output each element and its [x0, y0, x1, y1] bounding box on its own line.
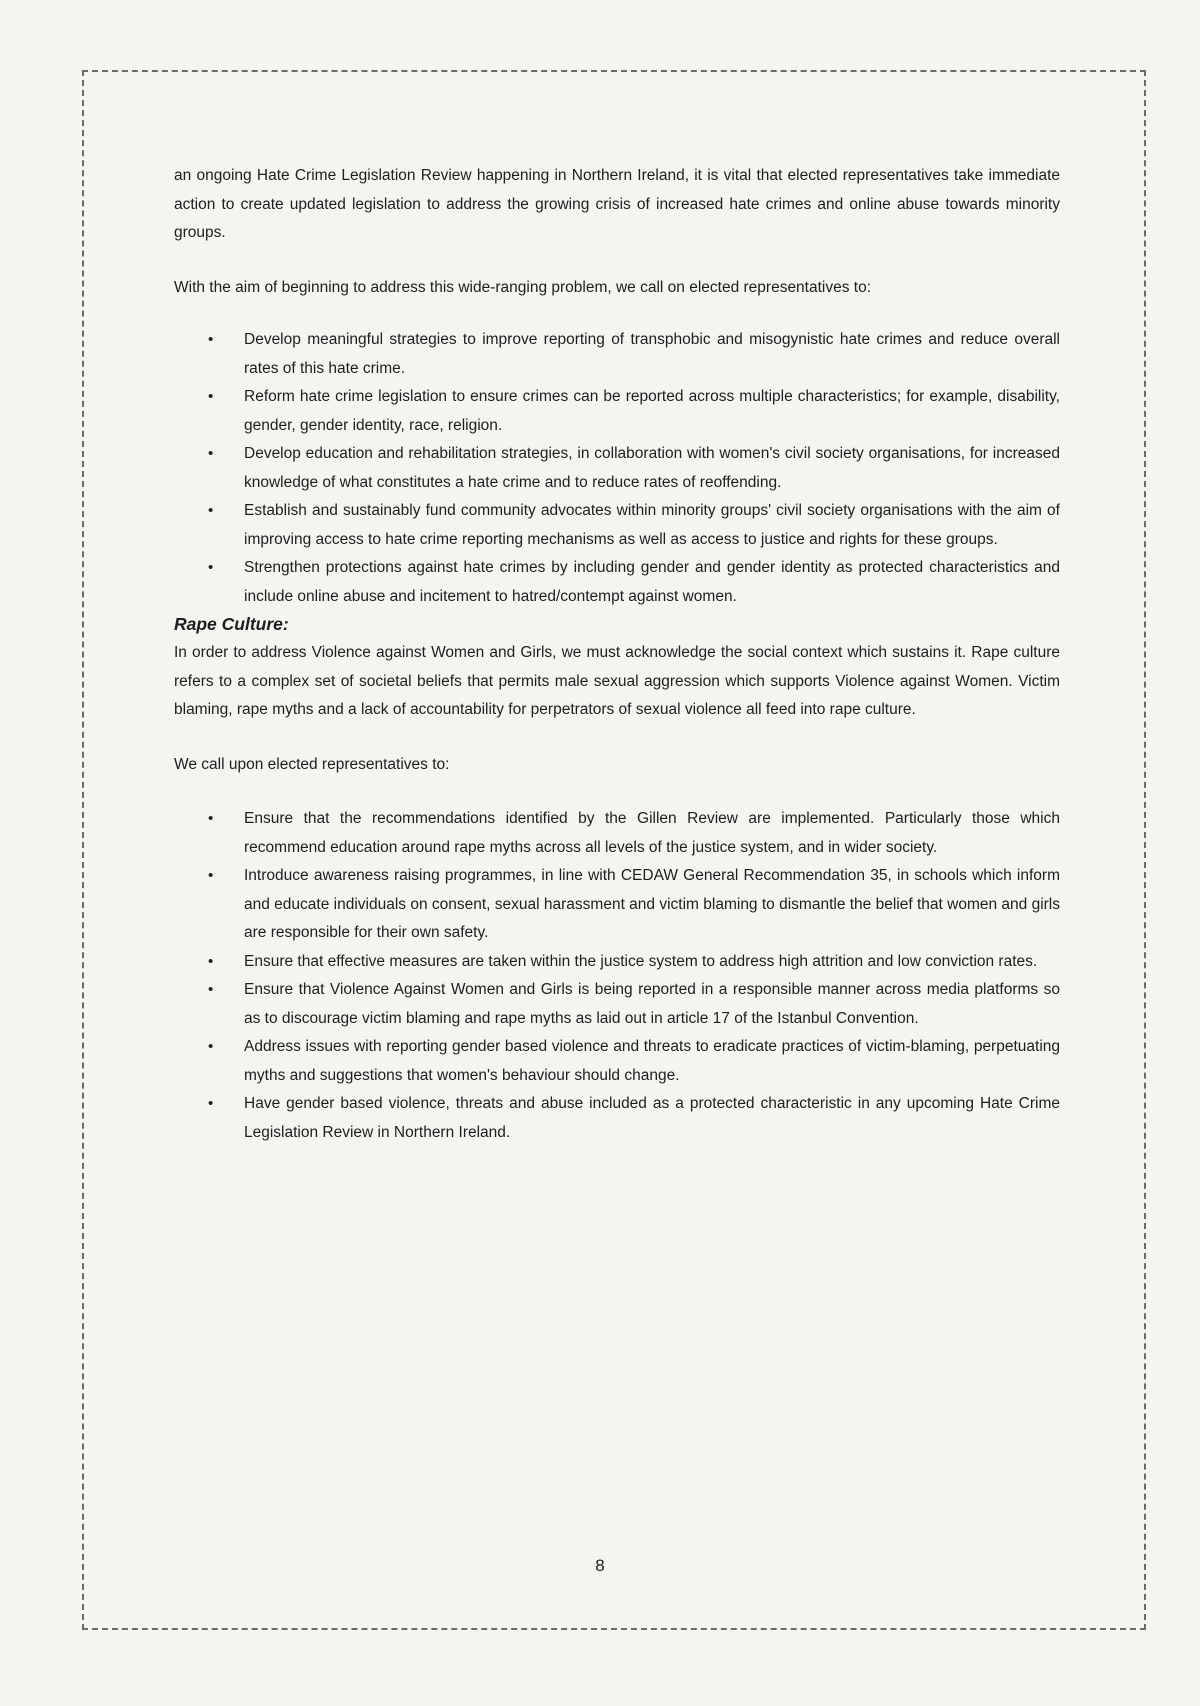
bullet-icon: • — [208, 867, 214, 884]
list-item — [208, 805, 1060, 862]
list-item — [208, 440, 1060, 497]
list-item-text: Reform hate crime legislation to ensure crimes can be reported across multiple characteristics; for example, disability, gender, gender identity, race, religion. — [244, 388, 1060, 434]
list-item — [208, 948, 1060, 977]
list-item-text: Develop education and rehabilitation strategies, in collaboration with women's civil society organisations, for increased knowledge of what constitutes a hate crime and to reduce rates of reoffending. — [244, 445, 1060, 491]
list-item-text: Establish and sustainably fund community advocates within minority groups' civil society organisations with the aim of improving access to hate crime reporting mechanisms as well as access to justice and rights for these groups. — [244, 502, 1060, 548]
list-item-text: Introduce awareness raising programmes, in line with CEDAW General Recommendation 35, in schools which inform and educate individuals on consent, sexual harassment and victim blaming to dismantle the belief that women and girls are responsible for their own safety. — [244, 867, 1060, 941]
list-item — [208, 862, 1060, 948]
list-item-text: Address issues with reporting gender based violence and threats to eradicate practices of victim-blaming, perpetuating myths and suggestions that women's behaviour should change. — [244, 1038, 1060, 1084]
bullet-icon: • — [208, 981, 214, 998]
list-item-text: Strengthen protections against hate crimes by including gender and gender identity as protected characteristics and include online abuse and incitement to hatred/contempt against women. — [244, 559, 1060, 605]
list-item-text: Ensure that effective measures are taken within the justice system to address high attrition and low conviction rates. — [244, 952, 1038, 970]
call-to-action-paragraph: With the aim of beginning to address this wide-ranging problem, we call on elected representatives to: — [174, 278, 872, 296]
bullet-icon: • — [208, 559, 214, 576]
bullet-icon: • — [208, 1038, 214, 1055]
section-heading-rape-culture: Rape Culture: — [174, 614, 289, 634]
list-item-text: Ensure that the recommendations identified by the Gillen Review are implemented. Particularly those which recommend education around rape myths across all levels of the justice system, and in wider society. — [244, 810, 1060, 856]
bullet-icon: • — [208, 388, 214, 405]
list-item — [208, 497, 1060, 554]
list-item — [208, 383, 1060, 440]
list-item — [208, 1033, 1060, 1090]
intro-paragraph: an ongoing Hate Crime Legislation Review happening in Northern Ireland, it is vital that elected representatives take immediate action to create updated legislation to address the growing crisis of increased hate crimes and online abuse towards minority groups. — [174, 167, 1060, 241]
document-body — [174, 162, 1060, 1147]
bullet-icon: • — [208, 1095, 214, 1112]
bullet-icon: • — [208, 331, 214, 348]
list-item — [208, 326, 1060, 383]
page-number: 8 — [595, 1556, 605, 1575]
bullet-icon: • — [208, 952, 214, 970]
bullet-icon: • — [208, 502, 214, 519]
list-item-text: Ensure that Violence Against Women and Girls is being reported in a responsible manner across media platforms so as to discourage victim blaming and rape myths as laid out in article 17 of the Istanbul Convention. — [244, 981, 1060, 1027]
list-item — [208, 1090, 1060, 1147]
bullet-icon: • — [208, 810, 214, 827]
rape-culture-recommendations-list — [174, 805, 1060, 1147]
hate-crime-recommendations-list — [174, 326, 1060, 611]
bullet-icon: • — [208, 445, 214, 462]
list-item-text: Have gender based violence, threats and abuse included as a protected characteristic in any upcoming Hate Crime Legislation Review in Northern Ireland. — [244, 1095, 1060, 1141]
list-item — [208, 554, 1060, 611]
list-item — [208, 976, 1060, 1033]
call-upon-paragraph: We call upon elected representatives to: — [174, 755, 450, 773]
list-item-text: Develop meaningful strategies to improve reporting of transphobic and misogynistic hate crimes and reduce overall rates of this hate crime. — [244, 331, 1060, 377]
rape-culture-paragraph: In order to address Violence against Women and Girls, we must acknowledge the social context which sustains it. Rape culture refers to a complex set of societal beliefs that permits male sexual aggression which supports Violence against Women. Victim blaming, rape myths and a lack of accountability for perpetrators of sexual violence all feed into rape culture. — [174, 644, 1060, 718]
